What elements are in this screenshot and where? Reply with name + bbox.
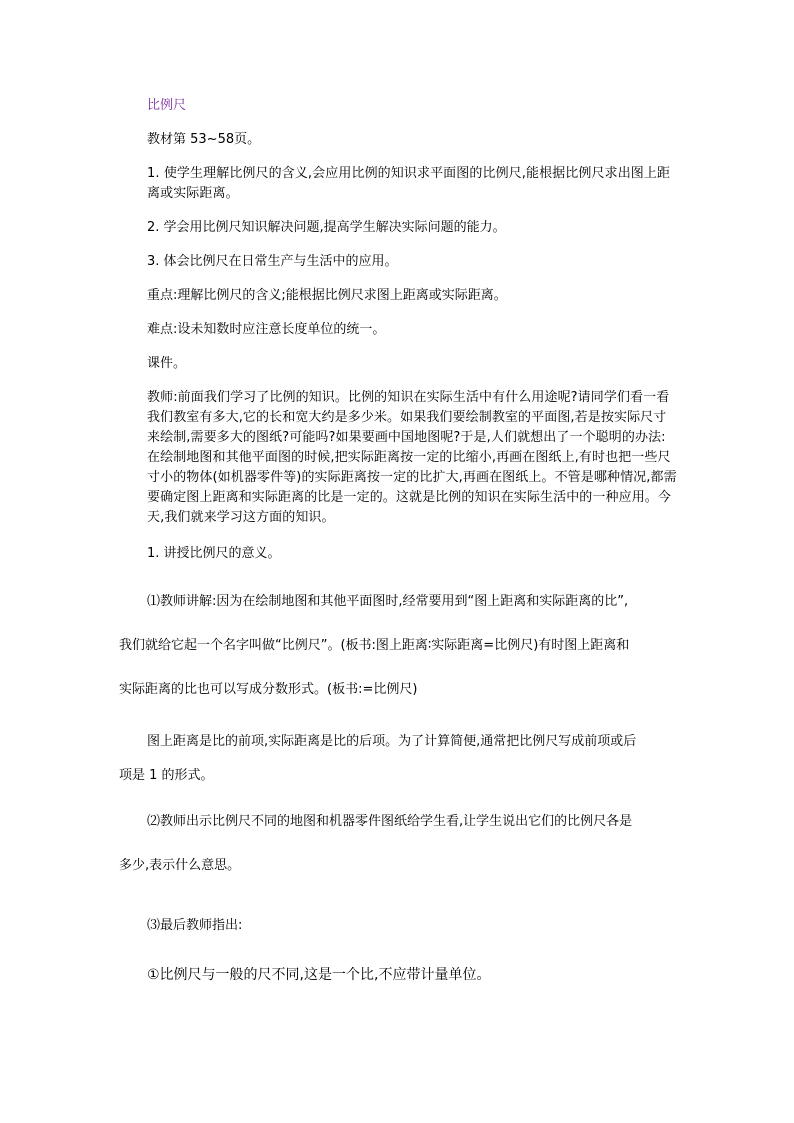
step-2-line-1: ⑵教师出示比例尺不同的地图和机器零件图纸给学生看,让学生说出它们的比例尺各是: [147, 814, 633, 829]
preparation: 课件。: [147, 356, 187, 371]
difficulty: 难点:设未知数时应注意长度单位的统一。: [147, 322, 386, 337]
key-point: 重点:理解比例尺的含义;能根据比例尺求图上距离或实际距离。: [147, 288, 507, 303]
step-2-line-2: 多少,表示什么意思。: [119, 858, 241, 873]
note-1: ①比例尺与一般的尺不同,这是一个比,不应带计量单位。: [147, 967, 491, 983]
step-1-heading: 1. 讲授比例尺的意义。: [147, 546, 281, 561]
step-1a-line-1: ⑴教师讲解:因为在绘制地图和其他平面图时,经常要用到“图上距离和实际距离的比”,: [147, 594, 629, 609]
goal-2: 2. 学会用比例尺知识解决问题,提高学生解决实际问题的能力。: [147, 220, 506, 235]
step-1b-line-2: 项是 1 的形式。: [119, 768, 214, 783]
step-1a-line-3: 实际距离的比也可以写成分数形式。(板书:=比例尺): [119, 682, 418, 697]
intro-paragraph: 教师:前面我们学习了比例的知识。比例的知识在实际生活中有什么用途呢?请同学们看一看我们教室有多大,它的长和宽大约是多少米。如果我们要绘制教室的平面图,若是按实际尺寸来绘制,需要多大的图纸?可能吗?如果要画中国地图呢?于是,人们就想出了一个聪明的办法:在绘制地图和其他平面图的时候,把实际距离按一定的比缩小,再画在图纸上,有时也把一些尺寸小的物体(如机器零件等)的实际距离按一定的比扩大,再画在图纸上。不管是哪种情况,都需要确定图上距离和实际距离的比是一定的。这就是比例的知识在实际生活中的一种应用。今天,我们就来学习这方面的知识。: [147, 390, 677, 525]
goal-3: 3. 体会比例尺在日常生产与生活中的应用。: [147, 254, 398, 269]
textbook-pages: 教材第 53~58页。: [147, 132, 261, 147]
step-3: ⑶最后教师指出:: [147, 918, 243, 933]
goal-1: 1. 使学生理解比例尺的含义,会应用比例的知识求平面图的比例尺,能根据比例尺求出图上距离或实际距离。: [147, 166, 671, 201]
step-1b-line-1: 图上距离是比的前项,实际距离是比的后项。为了计算简便,通常把比例尺写成前项或后: [147, 734, 637, 749]
step-1a-line-2: 我们就给它起一个名字叫做“比例尺”。(板书:图上距离∶实际距离=比例尺)有时图上距离和: [119, 638, 630, 653]
doc-title: 比例尺: [147, 98, 187, 113]
